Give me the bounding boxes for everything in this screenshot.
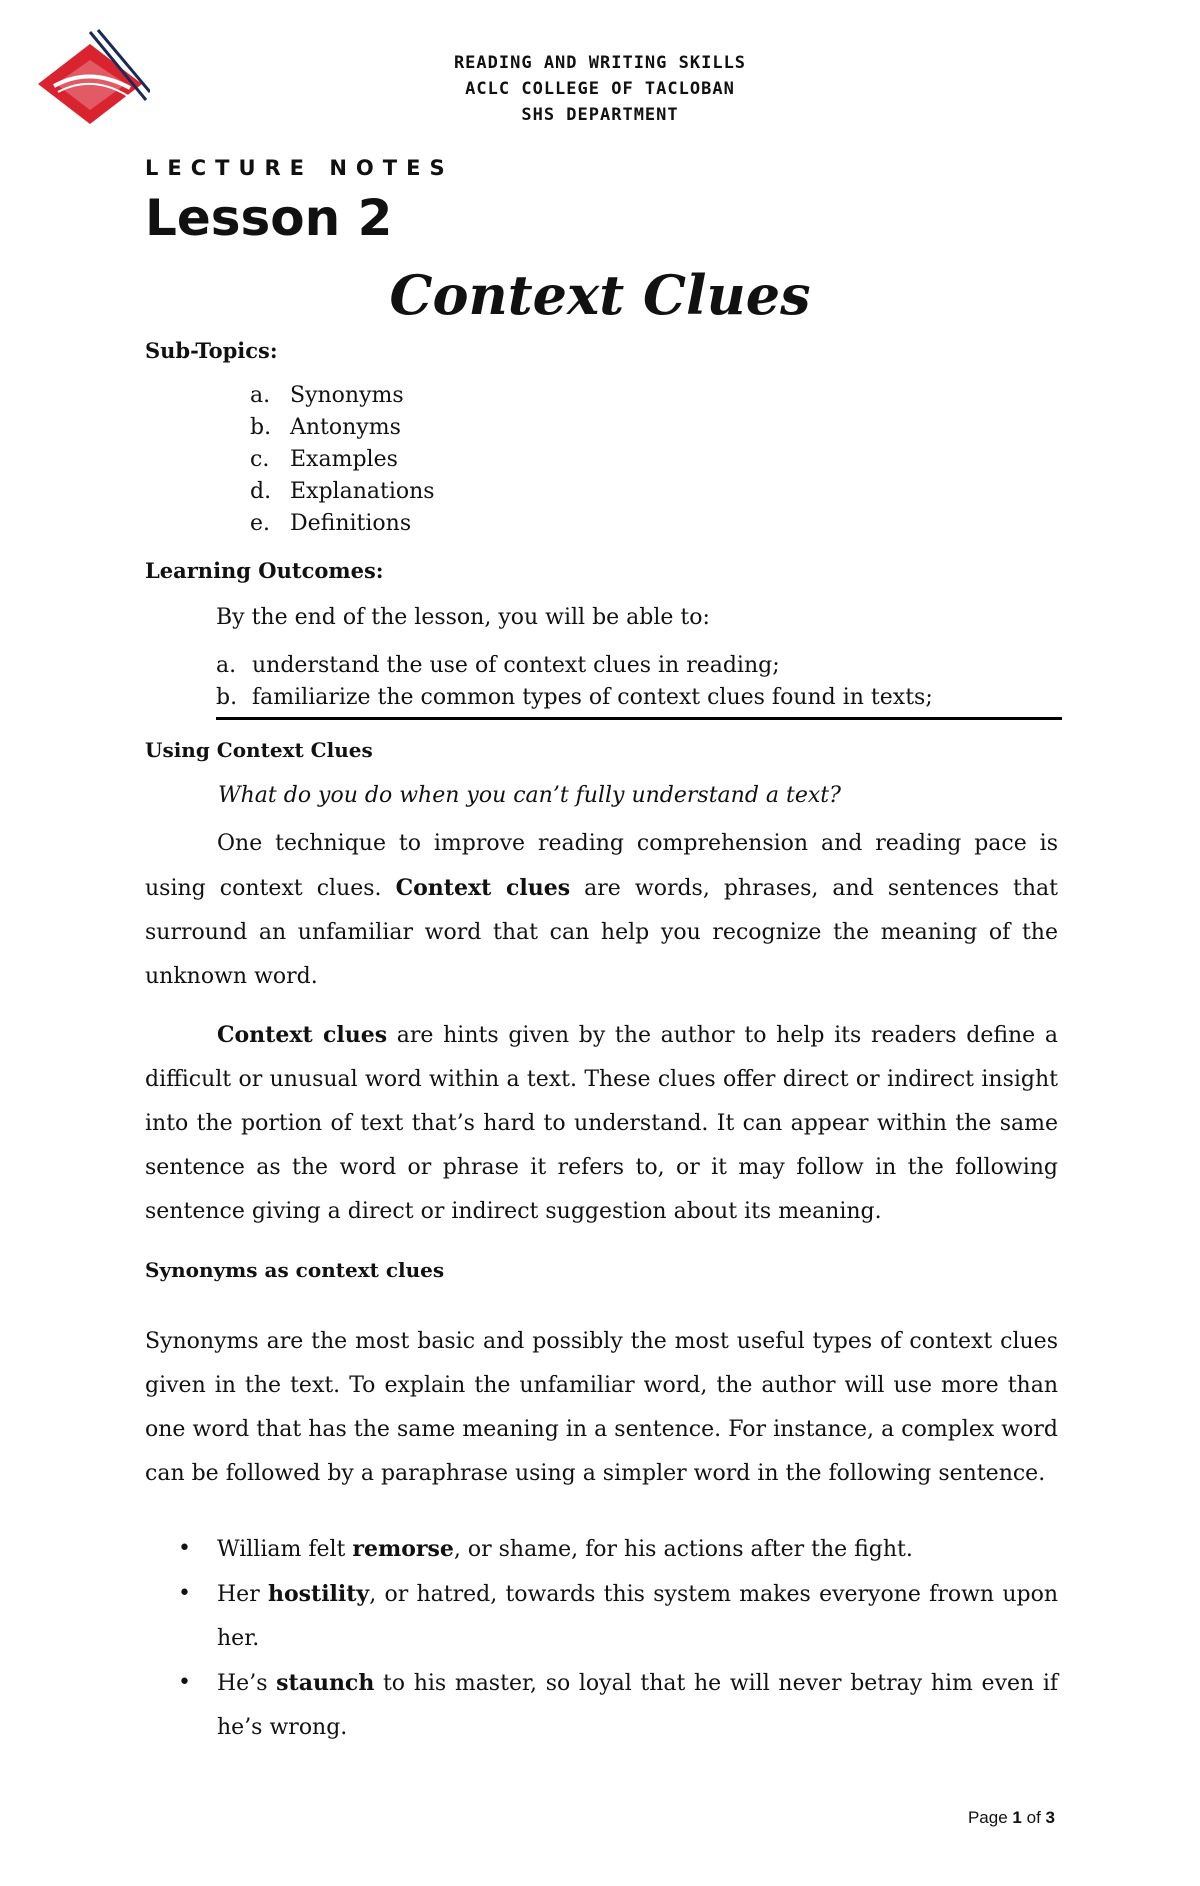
list-item: a. understand the use of context clues in reading; [216, 653, 780, 678]
header-line-college: ACLC COLLEGE OF TACLOBAN [465, 79, 735, 99]
subtopics-list [250, 380, 435, 540]
list-item: d. Explanations [250, 479, 435, 504]
guiding-question: What do you do when you can’t fully understand a text? [218, 783, 841, 808]
paragraph-hints: Context clues are hints given by the author to help its readers define a difficult or unusual word within a text. These clues offer direct or indirect insight into the portion of text that’s hard to understand. It can appear within the same sentence as the word or phrase it refers to, or it may follow in the following sentence giving a direct or indirect suggestion about its meaning. [145, 1022, 1059, 1224]
document-header [380, 50, 820, 128]
outcomes-list [216, 650, 933, 714]
list-item: • He’s staunch to his master, so loyal that he will never betray him even if he’s wrong. [145, 1661, 1058, 1750]
list-item: a. Synonyms [250, 383, 404, 408]
section-divider [216, 717, 1062, 720]
keyword: Context clues [217, 1022, 388, 1048]
list-item: • Her hostility, or hatred, towards this system makes everyone frown upon her. [145, 1572, 1058, 1661]
synonym-examples [145, 1527, 1058, 1750]
subtopics-heading: Sub-Topics: [145, 338, 278, 363]
page-number: Page 1 of 3 [967, 1808, 1055, 1827]
lecture-notes-label: LECTURE NOTES [145, 156, 454, 180]
topic-title: Context Clues [389, 263, 811, 327]
paragraph-synonyms: Synonyms are the most basic and possibly the most useful types of context clues given in the text. To explain the unfamiliar word, the author will use more than one word that has the same meaning in a sentence. For instance, a complex word can be followed by a paraphrase using a simpler word in the following sentence. [145, 1329, 1058, 1486]
header-line-course: READING AND WRITING SKILLS [453, 53, 747, 73]
list-item: • William felt remorse, or shame, for his actions after the fight. [145, 1527, 1058, 1572]
lesson-title: Lesson 2 [145, 189, 393, 247]
learning-outcomes-heading: Learning Outcomes: [145, 558, 384, 583]
list-item: b. familiarize the common types of context clues found in texts; [216, 685, 933, 710]
keyword: Context clues [395, 875, 571, 901]
paragraph-technique: One technique to improve reading comprehension and reading pace is using context clues. Context clues are words, phrases, and sentences that surround an unfamiliar word that can help you recognize the meaning of the unknown word. [145, 831, 1059, 989]
list-item: c. Examples [250, 447, 398, 472]
list-item: e. Definitions [250, 511, 412, 536]
synonyms-heading: Synonyms as context clues [145, 1258, 445, 1282]
outcomes-intro: By the end of the lesson, you will be able to: [216, 605, 710, 630]
header-line-department: SHS DEPARTMENT [521, 105, 679, 125]
college-logo-icon [34, 26, 150, 126]
using-context-clues-heading: Using Context Clues [145, 738, 373, 762]
list-item: b. Antonyms [250, 415, 401, 440]
